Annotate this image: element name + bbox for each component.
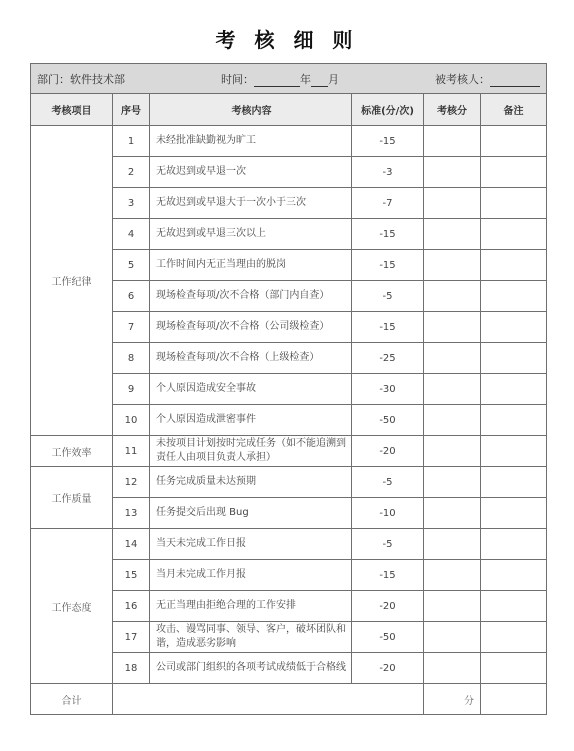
content-cell: 现场检查每项/次不合格（公司级检查） xyxy=(150,312,352,343)
year-label: 年 xyxy=(300,72,311,86)
remark-cell[interactable] xyxy=(481,343,547,374)
total-row xyxy=(31,684,547,715)
content-cell: 任务完成质量未达预期 xyxy=(150,467,352,498)
category-cell: 工作效率 xyxy=(31,436,113,467)
standard-cell: -5 xyxy=(352,529,424,560)
seq-cell: 17 xyxy=(113,622,150,653)
standard-cell: -5 xyxy=(352,281,424,312)
standard-cell: -20 xyxy=(352,591,424,622)
remark-cell[interactable] xyxy=(481,498,547,529)
page-title: 考 核 细 则 xyxy=(215,28,359,52)
content-cell: 无正当理由拒绝合理的工作安排 xyxy=(150,591,352,622)
standard-cell: -15 xyxy=(352,560,424,591)
seq-cell: 6 xyxy=(113,281,150,312)
remark-cell[interactable] xyxy=(481,622,547,653)
content-cell: 任务提交后出现 Bug xyxy=(150,498,352,529)
seq-cell: 1 xyxy=(113,126,150,157)
score-cell[interactable] xyxy=(424,281,481,312)
standard-cell: -3 xyxy=(352,157,424,188)
remark-cell[interactable] xyxy=(481,312,547,343)
content-cell: 未经批准缺勤视为旷工 xyxy=(150,126,352,157)
seq-cell: 10 xyxy=(113,405,150,436)
total-remark[interactable] xyxy=(481,684,547,715)
standard-cell: -20 xyxy=(352,653,424,684)
header-cell: 标准(分/次) xyxy=(352,94,424,126)
seq-cell: 12 xyxy=(113,467,150,498)
score-cell[interactable] xyxy=(424,498,481,529)
seq-cell: 16 xyxy=(113,591,150,622)
score-cell[interactable] xyxy=(424,126,481,157)
remark-cell[interactable] xyxy=(481,374,547,405)
assessee-field xyxy=(435,71,540,87)
content-cell: 个人原因造成安全事故 xyxy=(150,374,352,405)
remark-cell[interactable] xyxy=(481,219,547,250)
assessee-blank[interactable] xyxy=(490,74,540,87)
remark-cell[interactable] xyxy=(481,126,547,157)
header-cell: 考核项目 xyxy=(31,94,113,126)
content-cell: 个人原因造成泄密事件 xyxy=(150,405,352,436)
score-cell[interactable] xyxy=(424,560,481,591)
header-cell: 序号 xyxy=(113,94,150,126)
header-cell: 考核内容 xyxy=(150,94,352,126)
score-cell[interactable] xyxy=(424,622,481,653)
category-cell: 工作态度 xyxy=(31,529,113,684)
standard-cell: -15 xyxy=(352,250,424,281)
score-cell[interactable] xyxy=(424,529,481,560)
time-label: 时间： xyxy=(221,72,254,86)
standard-cell: -30 xyxy=(352,374,424,405)
content-cell: 无故迟到或早退一次 xyxy=(150,157,352,188)
content-cell: 公司或部门组织的各项考试成绩低于合格线 xyxy=(150,653,352,684)
standard-cell: -10 xyxy=(352,498,424,529)
standard-cell: -50 xyxy=(352,622,424,653)
remark-cell[interactable] xyxy=(481,157,547,188)
seq-cell: 7 xyxy=(113,312,150,343)
month-blank[interactable] xyxy=(311,74,328,87)
score-cell[interactable] xyxy=(424,467,481,498)
content-cell: 无故迟到或早退三次以上 xyxy=(150,219,352,250)
standard-cell: -7 xyxy=(352,188,424,219)
seq-cell: 9 xyxy=(113,374,150,405)
category-cell: 工作质量 xyxy=(31,467,113,529)
remark-cell[interactable] xyxy=(481,529,547,560)
score-cell[interactable] xyxy=(424,591,481,622)
category-cell: 工作纪律 xyxy=(31,126,113,436)
table-row xyxy=(31,467,547,498)
remark-cell[interactable] xyxy=(481,405,547,436)
header-row xyxy=(31,94,547,126)
remark-cell[interactable] xyxy=(481,653,547,684)
standard-cell: -15 xyxy=(352,126,424,157)
score-cell[interactable] xyxy=(424,405,481,436)
score-cell[interactable] xyxy=(424,188,481,219)
seq-cell: 11 xyxy=(113,436,150,467)
seq-cell: 5 xyxy=(113,250,150,281)
content-cell: 当月未完成工作月报 xyxy=(150,560,352,591)
content-cell: 攻击、谩骂同事、领导、客户，破坏团队和谐，造成恶劣影响 xyxy=(150,622,352,653)
total-blank[interactable] xyxy=(113,684,424,715)
content-cell: 现场检查每项/次不合格（上级检查） xyxy=(150,343,352,374)
score-cell[interactable] xyxy=(424,436,481,467)
department-label: 部门：软件技术部 xyxy=(37,72,125,86)
score-cell[interactable] xyxy=(424,250,481,281)
score-cell[interactable] xyxy=(424,219,481,250)
table-row xyxy=(31,126,547,157)
standard-cell: -50 xyxy=(352,405,424,436)
remark-cell[interactable] xyxy=(481,467,547,498)
assessment-table xyxy=(30,63,547,715)
content-cell: 现场检查每项/次不合格（部门内自查） xyxy=(150,281,352,312)
remark-cell[interactable] xyxy=(481,436,547,467)
year-blank[interactable] xyxy=(254,74,300,87)
remark-cell[interactable] xyxy=(481,188,547,219)
standard-cell: -15 xyxy=(352,219,424,250)
standard-cell: -15 xyxy=(352,312,424,343)
seq-cell: 15 xyxy=(113,560,150,591)
remark-cell[interactable] xyxy=(481,560,547,591)
score-cell[interactable] xyxy=(424,374,481,405)
header-cell: 考核分 xyxy=(424,94,481,126)
content-cell: 当天未完成工作日报 xyxy=(150,529,352,560)
remark-cell[interactable] xyxy=(481,591,547,622)
total-label: 合计 xyxy=(31,684,113,715)
table-row xyxy=(31,529,547,560)
score-cell[interactable] xyxy=(424,653,481,684)
seq-cell: 14 xyxy=(113,529,150,560)
score-cell[interactable] xyxy=(424,312,481,343)
total-unit: 分 xyxy=(424,684,481,715)
standard-cell: -25 xyxy=(352,343,424,374)
remark-cell[interactable] xyxy=(481,250,547,281)
table-row xyxy=(31,436,547,467)
month-label: 月 xyxy=(328,72,339,86)
seq-cell: 18 xyxy=(113,653,150,684)
standard-cell: -20 xyxy=(352,436,424,467)
seq-cell: 13 xyxy=(113,498,150,529)
header-cell: 备注 xyxy=(481,94,547,126)
content-cell: 未按项目计划按时完成任务（如不能追溯到责任人由项目负责人承担） xyxy=(150,436,352,467)
standard-cell: -5 xyxy=(352,467,424,498)
content-cell: 工作时间内无正当理由的脱岗 xyxy=(150,250,352,281)
assessee-label: 被考核人： xyxy=(435,72,490,86)
info-row xyxy=(31,64,547,94)
seq-cell: 4 xyxy=(113,219,150,250)
seq-cell: 3 xyxy=(113,188,150,219)
time-field xyxy=(221,71,339,87)
seq-cell: 8 xyxy=(113,343,150,374)
seq-cell: 2 xyxy=(113,157,150,188)
content-cell: 无故迟到或早退大于一次小于三次 xyxy=(150,188,352,219)
score-cell[interactable] xyxy=(424,343,481,374)
remark-cell[interactable] xyxy=(481,281,547,312)
score-cell[interactable] xyxy=(424,157,481,188)
